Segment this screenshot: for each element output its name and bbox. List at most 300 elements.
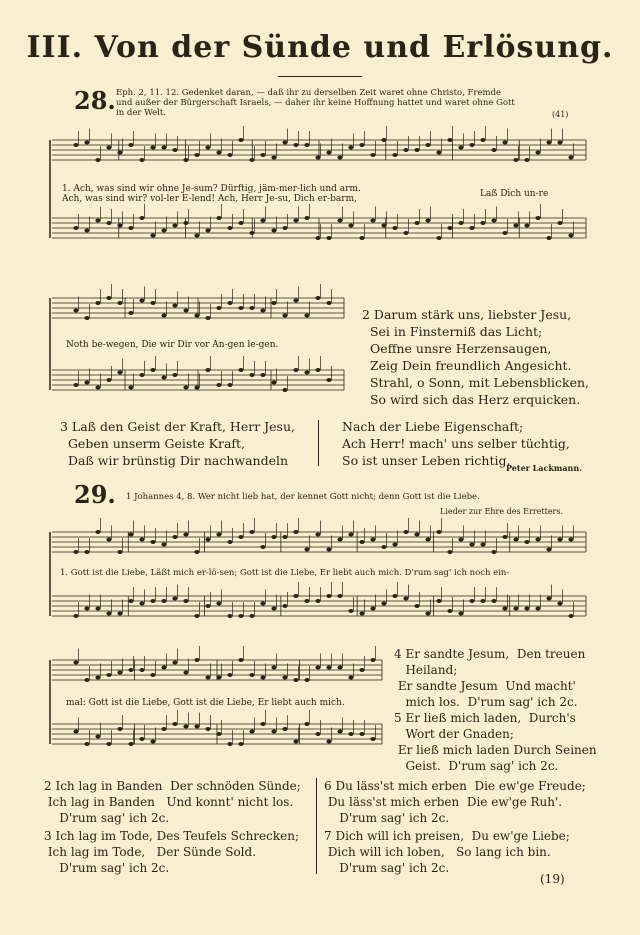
h29-treble-2-note [106,673,111,677]
h29-treble-2-note [315,666,320,670]
h29-treble-1-note [557,538,562,542]
hymn-29-verse-5: 5 Er ließ mich laden, Durch's Wort der Gnaden; Er ließ mich laden Durch Seinen Geist. D'rum sag' ich 2c. [394,711,597,773]
h29-bass-2-note [304,722,309,726]
h28-treble-1-note [458,146,463,150]
h28-bass-2-note [194,386,199,390]
h29-treble-1-note [260,545,265,549]
h28-treble-1-note [414,148,419,152]
h29-bass-2-note [271,730,276,734]
h28-treble-2-note [106,296,111,300]
h29-bass-2-note [161,727,166,731]
verse-divider [318,420,319,466]
h28-treble-1-note [370,153,375,157]
h28-treble-2-note [238,306,243,310]
hymn-28-author: Peter Lackmann. [506,463,582,473]
h29-bass-2-note [359,732,364,736]
h28-treble-1-note [535,151,540,155]
h29-bass-2-note [95,735,100,739]
h28-bass-2-note [139,373,144,377]
h28-bass-1-note [304,216,309,220]
h28-bass-2-note [304,371,309,375]
hymn-29-verse-7: 7 Dich will ich preisen, Du ew'ge Liebe; Dich will ich loben, So lang ich bin. D'rum sag' ich 2c. [324,829,570,875]
h29-bass-2-note [337,730,342,734]
h29-treble-1-note [502,535,507,539]
h29-bass-1-note [205,604,210,608]
h29-treble-2-note [293,678,298,682]
h29-bass-1-note [260,602,265,606]
h29-treble-2-note [139,668,144,672]
h29-bass-1-note [161,599,166,603]
h29-bass-1-note [315,599,320,603]
h28-bass-2-note [117,371,122,375]
h28-bass-2-note [95,386,100,390]
h29-treble-1-note [370,538,375,542]
h29-bass-1-note [370,607,375,611]
h28-bass-2-note [293,368,298,372]
h28-treble-1-note [106,146,111,150]
h29-treble-1-note [139,538,144,542]
h28-bass-2-note [84,381,89,385]
h28-bass-2-note [216,383,221,387]
h29-treble-1-note [348,533,353,537]
h28-treble-1-note [524,158,529,162]
h28-treble-1-note [238,138,243,142]
h29-treble-1-note [337,538,342,542]
h29-treble-2-note [359,668,364,672]
h29-treble-1-note [128,533,133,537]
h29-treble-2-note [249,673,254,677]
h28-bass-1-note [348,224,353,228]
h28-treble-1-note [546,141,551,145]
h28-treble-1-note [205,146,210,150]
h29-bass-1-note [304,599,309,603]
h29-treble-2-note [337,666,342,670]
h29-treble-1-note [161,543,166,547]
h29-bass-2-note [150,740,155,744]
h28-treble-1-note [139,158,144,162]
h28-treble-1-note [73,143,78,147]
h28-bass-1-note [469,226,474,230]
h29-treble-2-note [348,676,353,680]
h29-bass-1-note [139,602,144,606]
h28-bass-2-note [315,368,320,372]
h28-bass-1-note [370,219,375,223]
h29-treble-2-note [260,676,265,680]
h28-treble-2-note [326,301,331,305]
h29-bass-1-note [128,599,133,603]
h28-treble-2-note [282,314,287,318]
h28-bass-1-note [117,224,122,228]
h28-treble-1-note [183,158,188,162]
h29-treble-1-note [513,538,518,542]
h28-treble-1-note [315,156,320,160]
h29-bass-1-note [535,607,540,611]
h28-treble-2-note [84,316,89,320]
h29-bass-1-note [480,599,485,603]
h28-bass-2-note [106,378,111,382]
hymn-29-lyric-line-2: mal: Gott ist die Liebe, Gott ist die Liebe, Er liebt auch mich. [66,698,345,708]
hymn-28-ref-line-2: und außer der Bürgerschaft Israels, — daher ihr keine Hoffnung hattet und waret ohne Gott [116,98,515,108]
hymn-28-lyric-line-1a: 1. Ach, was sind wir ohne Je-sum? Dürftig, jäm-mer-lich und arm. [62,184,361,194]
h29-bass-2-note [348,732,353,736]
h28-bass-2-note [227,383,232,387]
h29-bass-1-note [502,607,507,611]
h28-treble-1-note [491,148,496,152]
h29-bass-2-note [227,742,232,746]
h28-bass-2-note [238,368,243,372]
h28-treble-1-note [172,148,177,152]
h29-bass-1-note [447,609,452,613]
h28-treble-1-note [447,138,452,142]
h29-bass-1-note [557,602,562,606]
h29-treble-1-note [194,550,199,554]
h29-bass-2-note [106,742,111,746]
h28-bass-1-note [205,229,210,233]
h28-bass-1-note [227,226,232,230]
h28-treble-1-note [403,148,408,152]
h29-treble-1-note [447,550,452,554]
h28-treble-2-note [172,304,177,308]
hymn-28-number: 28. [74,86,116,115]
h29-bass-1-note [117,612,122,616]
h29-bass-1-note [524,607,529,611]
h29-bass-2-note [260,722,265,726]
h28-treble-2-note [304,314,309,318]
h29-treble-1-note [436,530,441,534]
h29-bass-1-note [381,602,386,606]
h29-treble-1-note [546,548,551,552]
h28-treble-1-note [480,138,485,142]
h29-treble-2-note [161,666,166,670]
h28-treble-2-note [249,306,254,310]
h28-bass-1-note [73,226,78,230]
h28-bass-1-note [315,236,320,240]
h28-treble-1-note [282,141,287,145]
h29-treble-2-note [117,671,122,675]
h28-treble-1-note [227,153,232,157]
h28-bass-1-note [150,234,155,238]
h29-bass-1-note [227,614,232,618]
h29-treble-1-note [524,540,529,544]
h28-treble-1-note [161,146,166,150]
h28-bass-2-note [271,381,276,385]
h29-treble-1-note [150,540,155,544]
page-title: III. Von der Sünde und Erlösung. [26,30,614,65]
h29-bass-2-note [128,742,133,746]
h28-treble-1-note [326,151,331,155]
h28-treble-2-note [260,309,265,313]
h29-bass-1-note [458,612,463,616]
h28-bass-2-note [128,386,133,390]
h29-treble-1-note [216,533,221,537]
hymn-28-ref-line-3: in der Welt. [116,108,167,118]
h28-treble-1-note [260,153,265,157]
h28-treble-1-note [359,143,364,147]
h28-bass-1-note [359,236,364,240]
h29-treble-2-note [128,668,133,672]
h29-bass-2-note [315,732,320,736]
h29-bass-1-note [403,597,408,601]
h28-bass-1-note [436,236,441,240]
h29-treble-1-note [106,538,111,542]
h28-bass-1-note [172,224,177,228]
h28-treble-1-note [95,158,100,162]
h29-bass-2-note [238,742,243,746]
h29-treble-1-note [414,533,419,537]
h28-bass-2-note [249,373,254,377]
h28-treble-1-note [293,143,298,147]
h29-bass-1-note [238,614,243,618]
h29-bass-1-note [513,607,518,611]
h29-treble-1-note [480,543,485,547]
h28-bass-1-note [491,219,496,223]
h28-bass-1-note [403,231,408,235]
h28-treble-2-note [73,309,78,313]
h29-bass-1-note [84,607,89,611]
h29-bass-1-note [216,602,221,606]
h28-bass-1-note [183,221,188,225]
h29-treble-2-note [73,661,78,665]
h29-treble-2-note [205,676,210,680]
h29-bass-1-note [150,599,155,603]
h29-treble-1-note [304,548,309,552]
h28-treble-1-note [568,156,573,160]
h28-bass-1-note [546,236,551,240]
h29-treble-1-note [271,535,276,539]
h28-treble-2-note [205,316,210,320]
h28-treble-2-note [216,306,221,310]
hymn-29-source: Lieder zur Ehre des Erretters. [440,507,564,516]
h28-treble-1-note [392,153,397,157]
h28-bass-2-note [260,373,265,377]
hymn-28-verse-3-cont: Nach der Liebe Eigenschaft; Ach Herr! mach' uns selber tüchtig, So ist unser Leben richtig. [342,419,570,468]
h28-bass-1-note [392,226,397,230]
h28-bass-1-note [326,236,331,240]
h29-treble-1-note [359,540,364,544]
h29-bass-2-note [249,730,254,734]
h28-bass-1-note [95,219,100,223]
h29-treble-2-note [282,676,287,680]
h29-bass-2-note [326,740,331,744]
h28-treble-2-note [161,314,166,318]
h29-treble-2-note [183,671,188,675]
h28-treble-2-note [293,299,298,303]
hymn-29-verse-3: 3 Ich lag im Tode, Des Teufels Schrecken; Ich lag im Tode, Der Sünde Sold. D'rum sag' ich 2c. [44,829,300,875]
h29-treble-1-note [84,550,89,554]
h28-bass-1-note [425,219,430,223]
h28-bass-1-note [557,221,562,225]
h28-treble-1-note [557,141,562,145]
h28-bass-1-note [524,224,529,228]
h29-treble-1-note [403,530,408,534]
h29-treble-2-note [84,678,89,682]
h29-treble-1-note [381,545,386,549]
h29-treble-1-note [205,538,210,542]
h29-bass-1-note [73,614,78,618]
h29-treble-2-note [227,673,232,677]
h29-treble-1-note [326,548,331,552]
hymn-29-verse-2: 2 Ich lag in Banden Der schnöden Sünde; Ich lag in Banden Und konnt' nicht los. D'rum sag' ich 2c. [44,779,301,825]
h29-bass-1-note [436,599,441,603]
hymn-29-number: 29. [74,480,116,509]
h29-bass-2-note [117,727,122,731]
h29-bass-1-note [568,614,573,618]
h28-bass-1-note [128,226,133,230]
h29-treble-1-note [469,543,474,547]
h29-bass-1-note [348,609,353,613]
hymn-28-verse-3: 3 Laß den Geist der Kraft, Herr Jesu, Geben unserm Geiste Kraft, Daß wir brünstig Dir nachwandeln [60,419,295,468]
h29-treble-1-note [458,538,463,542]
hymn-28-lyric-line-2: Noth be-wegen, Die wir Dir vor An-gen le-gen. [66,340,279,350]
h28-treble-2-note [150,301,155,305]
h29-bass-2-note [139,737,144,741]
hymn-28-verse-2: 2 Darum stärk uns, liebster Jesu, Sei in Finsterniß das Licht; Oeffne unsre Herzensaugen, Zeig Dein freundlich Angesicht. Strahl, o Sonn, mit Lebensblicken, So wird sich das Herz erquicken. [362,307,589,407]
h28-treble-2-note [183,309,188,313]
h29-treble-2-note [271,666,276,670]
h28-treble-1-note [150,146,155,150]
h29-treble-1-note [392,543,397,547]
h28-treble-1-note [502,141,507,145]
h28-bass-2-note [161,376,166,380]
h28-bass-1-note [194,234,199,238]
h28-treble-1-note [304,143,309,147]
h28-treble-1-note [425,143,430,147]
h29-treble-2-note [326,666,331,670]
h29-treble-1-note [293,530,298,534]
h28-bass-1-note [271,229,276,233]
h29-bass-1-note [425,612,430,616]
h29-bass-1-note [337,594,342,598]
h29-bass-2-note [293,740,298,744]
hymn-29-verse-4: 4 Er sandte Jesum, Den treuen Heiland; Er sandte Jesum Und macht' mich los. D'rum sag' ich 2c. [394,647,586,709]
h29-bass-2-note [205,727,210,731]
h28-bass-1-note [513,224,518,228]
h28-bass-1-note [447,226,452,230]
h28-treble-1-note [436,151,441,155]
h28-bass-1-note [535,216,540,220]
h28-bass-1-note [216,216,221,220]
h28-treble-2-note [139,299,144,303]
hymn-29-lyric-line-1: 1. Gott ist die Liebe, Läßt mich er-lö-sen; Gott ist die Liebe, Er liebt auch mich. D'rum sag' ich noch ein- [60,568,510,578]
h28-bass-1-note [568,234,573,238]
h28-bass-1-note [161,229,166,233]
h28-treble-2-note [227,301,232,305]
h28-treble-1-note [216,151,221,155]
h29-treble-1-note [491,550,496,554]
h29-bass-2-note [73,730,78,734]
h28-bass-2-note [282,388,287,392]
page-number: (19) [540,872,565,886]
h28-treble-1-note [337,156,342,160]
h29-bass-1-note [194,614,199,618]
h29-bass-1-note [249,614,254,618]
h29-treble-1-note [238,535,243,539]
h29-treble-1-note [282,535,287,539]
h28-treble-2-note [117,301,122,305]
h28-treble-1-note [271,156,276,160]
h29-bass-1-note [414,604,419,608]
h28-bass-2-note [205,368,210,372]
h29-bass-1-note [469,599,474,603]
h28-treble-1-note [84,141,89,145]
hymn-28-ref-line-1: Eph. 2, 11. 12. Gedenket daran, — daß ihr zu derselben Zeit waret ohne Christo, Fremde [116,88,502,98]
h28-bass-2-note [183,386,188,390]
hymn-28-lyric-line-1c: Laß Dich un-re [480,189,549,199]
h28-treble-1-note [469,143,474,147]
h29-treble-1-note [172,535,177,539]
h28-bass-1-note [84,229,89,233]
h28-treble-1-note [194,153,199,157]
h29-treble-2-note [194,658,199,662]
h28-treble-2-note [128,311,133,315]
h29-treble-1-note [117,550,122,554]
h29-bass-1-note [271,607,276,611]
h28-bass-1-note [260,219,265,223]
h28-bass-1-note [480,221,485,225]
h28-treble-2-note [95,301,100,305]
h29-treble-2-note [95,676,100,680]
h29-treble-2-note [304,678,309,682]
hymn-28-tune-number: (41) [552,110,569,119]
h29-treble-2-note [172,661,177,665]
h28-bass-2-note [172,373,177,377]
h29-bass-1-note [359,612,364,616]
h29-bass-2-note [194,725,199,729]
h28-bass-1-note [502,231,507,235]
h29-bass-1-note [392,594,397,598]
hymn-29-reference: 1 Johannes 4, 8. Wer nicht lieb hat, der kennet Gott nicht; denn Gott ist die Liebe. [126,492,480,502]
h28-treble-2-note [315,296,320,300]
hymn-28-lyric-line-1b: Ach, was sind wir? vol-ler E-lend! Ach, Herr Je-su, Dich er-barm, [62,194,357,204]
h29-treble-1-note [535,538,540,542]
h29-bass-1-note [106,612,111,616]
h29-bass-1-note [282,604,287,608]
h29-bass-1-note [491,599,496,603]
h28-treble-1-note [117,151,122,155]
h28-treble-2-note [194,314,199,318]
h28-bass-1-note [414,221,419,225]
verse-divider-2 [316,778,317,874]
h28-treble-1-note [128,143,133,147]
h28-bass-1-note [458,221,463,225]
h29-bass-2-note [172,722,177,726]
h28-bass-2-note [73,383,78,387]
h29-treble-1-note [249,530,254,534]
h29-treble-1-note [95,530,100,534]
h28-bass-1-note [238,221,243,225]
h28-bass-1-note [282,226,287,230]
h29-bass-1-note [293,594,298,598]
h29-bass-2-note [84,742,89,746]
h29-treble-2-note [150,673,155,677]
h28-treble-1-note [513,158,518,162]
h28-bass-1-note [106,221,111,225]
h28-bass-1-note [293,219,298,223]
h29-treble-1-note [227,540,232,544]
h28-bass-2-note [326,378,331,382]
h29-treble-1-note [183,533,188,537]
h28-treble-2-note [271,301,276,305]
h29-treble-1-note [425,538,430,542]
h28-bass-1-note [139,216,144,220]
h29-treble-2-note [370,658,375,662]
h29-bass-1-note [326,594,331,598]
h29-treble-2-note [238,658,243,662]
h29-treble-1-note [568,538,573,542]
h29-bass-1-note [172,597,177,601]
h28-treble-1-note [348,146,353,150]
h29-treble-1-note [315,533,320,537]
